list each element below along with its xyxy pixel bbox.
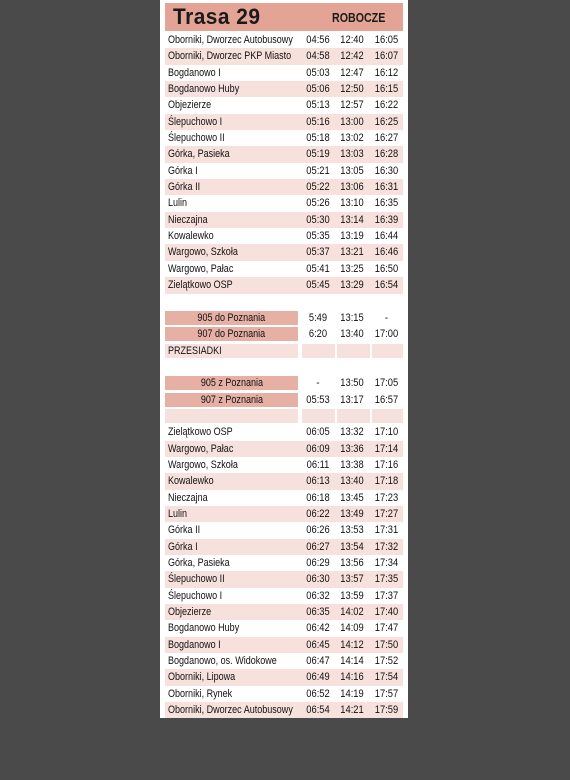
stop-name: Objezierze (168, 99, 212, 112)
departure-time: 13:05 (340, 164, 364, 177)
departure-time: 13:14 (340, 213, 364, 226)
departure-time: 05:26 (306, 197, 330, 210)
transfers-row (165, 343, 403, 359)
empty-cell (337, 409, 370, 423)
departure-time: 17:16 (374, 458, 399, 471)
empty-cell (302, 344, 335, 358)
stop-name: Oborniki, Dworzec Autobusowy (168, 704, 293, 717)
departure-time: 17:40 (374, 606, 399, 619)
empty-cell (337, 344, 370, 358)
departure-time: 05:21 (306, 164, 330, 177)
departure-time: 06:29 (306, 557, 330, 569)
departure-time: 13:25 (340, 262, 364, 275)
timetable-row (165, 277, 403, 293)
timetable-row (165, 228, 403, 244)
timetable-row (165, 571, 403, 587)
departure-time: 06:22 (306, 507, 330, 520)
timetable-row (165, 244, 403, 260)
departure-time: 05:45 (306, 279, 330, 292)
departure-time: 06:09 (306, 442, 330, 455)
connection-time: 13:50 (340, 377, 364, 390)
stop-name: Objezierze (168, 606, 212, 619)
timetable-row (165, 114, 403, 130)
timetable-row (165, 195, 403, 211)
timetable-row (165, 65, 403, 81)
departure-time: 17:10 (374, 426, 399, 439)
departure-time: 06:27 (306, 540, 330, 553)
stop-name: Zielątkowo OSP (168, 426, 233, 439)
departure-time: 05:22 (306, 181, 330, 194)
departure-time: 06:49 (306, 671, 330, 684)
departure-time: 13:45 (340, 491, 364, 504)
departure-time: 13:49 (340, 507, 364, 520)
timetable-row (165, 130, 403, 146)
departure-time: 12:50 (340, 83, 364, 96)
departure-time: 06:47 (306, 655, 330, 668)
departure-time: 05:41 (306, 262, 330, 275)
stop-name: Kowalewko (168, 475, 214, 488)
departure-time: 13:38 (340, 458, 364, 471)
connection-time: 13:17 (340, 393, 364, 406)
departure-time: 16:35 (374, 197, 399, 210)
departure-time: 13:53 (340, 524, 364, 537)
transfers-label: PRZESIADKI (168, 344, 222, 357)
departure-time: 17:52 (374, 655, 399, 668)
departure-time: 05:37 (306, 246, 330, 259)
departure-time: 14:16 (340, 671, 364, 684)
timetable-row (165, 163, 403, 179)
stop-name: Górka I (168, 164, 198, 177)
departure-time: 05:06 (306, 83, 330, 96)
timetable-row (165, 669, 403, 685)
departure-time: 06:32 (306, 589, 330, 602)
departure-time: 16:39 (374, 213, 399, 226)
connection-row (165, 375, 403, 391)
departure-time: 16:15 (374, 83, 399, 96)
departure-time: 13:02 (340, 132, 364, 145)
departure-time: 13:56 (340, 557, 364, 569)
timetable-sheet (160, 0, 408, 718)
departure-time: 14:21 (340, 704, 364, 717)
stop-name: Oborniki, Rynek (168, 687, 233, 700)
timetable-row (165, 637, 403, 653)
stop-name: Wargowo, Szkoła (168, 458, 238, 471)
departure-time: 14:12 (340, 638, 364, 651)
departure-time: 12:40 (340, 34, 364, 46)
connection-name: 907 do Poznania (197, 328, 266, 341)
connection-time: 13:40 (340, 328, 364, 341)
departure-time: 13:03 (340, 148, 364, 161)
timetable-row (165, 522, 403, 538)
stop-name: Górka II (168, 524, 201, 537)
timetable-row (165, 261, 403, 277)
departure-time: 13:19 (340, 230, 364, 243)
stop-name: Górka I (168, 540, 198, 553)
spacer-row (165, 359, 403, 375)
timetable-header (165, 3, 403, 31)
departure-time: 13:10 (340, 197, 364, 210)
departure-time: 17:18 (374, 475, 399, 488)
departure-time: 06:42 (306, 622, 330, 635)
departure-time: 06:13 (306, 475, 330, 488)
connection-time: 17:00 (374, 328, 399, 341)
departure-time: 14:02 (340, 606, 364, 619)
departure-time: 05:30 (306, 213, 330, 226)
departure-time: 14:14 (340, 655, 364, 668)
connection-label (165, 311, 298, 325)
timetable-row (165, 686, 403, 702)
departure-time: 13:40 (340, 475, 364, 488)
departure-time: 17:32 (374, 540, 399, 553)
departure-time: 13:32 (340, 426, 364, 439)
timetable-row (165, 457, 403, 473)
connection-name: 907 z Poznania (200, 393, 263, 406)
timetable-row (165, 555, 403, 571)
timetable-row (165, 146, 403, 162)
connection-time: - (316, 377, 320, 390)
timetable-row (165, 490, 403, 506)
connection-time: 05:53 (306, 393, 330, 406)
departure-time: 05:35 (306, 230, 330, 243)
departure-time: 13:00 (340, 115, 364, 128)
departure-time: 16:30 (374, 164, 399, 177)
departure-time: 04:56 (306, 34, 330, 46)
stop-name: Bogdanowo Huby (168, 622, 240, 635)
connection-name: 905 z Poznania (200, 377, 263, 390)
timetable-grid (165, 32, 403, 718)
departure-time: 12:47 (340, 66, 364, 79)
timetable-row (165, 539, 403, 555)
departure-time: 13:57 (340, 573, 364, 586)
departure-time: 06:54 (306, 704, 330, 717)
connection-time: 16:57 (374, 393, 399, 406)
connection-time: 17:05 (374, 377, 399, 390)
departure-time: 16:22 (374, 99, 399, 112)
timetable-row (165, 81, 403, 97)
connection-label (165, 327, 298, 341)
departure-time: 06:18 (306, 491, 330, 504)
timetable-row (165, 588, 403, 604)
connection-time: 5:49 (308, 311, 328, 324)
empty-row (165, 408, 403, 424)
stop-name: Lulin (168, 507, 188, 520)
departure-time: 13:06 (340, 181, 364, 194)
connection-time: 6:20 (308, 328, 328, 341)
departure-time: 17:59 (374, 704, 399, 717)
departure-time: 16:27 (374, 132, 399, 145)
departure-time: 17:34 (374, 557, 399, 569)
departure-time: 06:52 (306, 687, 330, 700)
stop-name: Lulin (168, 197, 188, 210)
stop-name: Ślepuchowo II (168, 573, 225, 586)
departure-time: 05:16 (306, 115, 330, 128)
spacer-row (165, 294, 403, 310)
departure-time: 17:27 (374, 507, 399, 520)
departure-time: 14:19 (340, 687, 364, 700)
stop-name: Górka, Pasieka (168, 148, 230, 161)
timetable-row (165, 473, 403, 489)
departure-time: 17:35 (374, 573, 399, 586)
departure-time: 04:58 (306, 50, 330, 63)
departure-time: 06:26 (306, 524, 330, 537)
stop-name: Bogdanowo I (168, 66, 221, 79)
departure-time: 17:47 (374, 622, 399, 635)
timetable-row (165, 506, 403, 522)
departure-time: 16:07 (374, 50, 399, 63)
connection-name: 905 do Poznania (197, 311, 266, 324)
departure-time: 17:31 (374, 524, 399, 537)
stop-name: Nieczajna (168, 213, 208, 226)
departure-time: 17:54 (374, 671, 399, 684)
stop-name: Górka II (168, 181, 201, 194)
stop-name: Wargowo, Pałac (168, 442, 234, 455)
timetable-row (165, 97, 403, 113)
stop-name: Wargowo, Szkoła (168, 246, 238, 259)
departure-time: 17:57 (374, 687, 399, 700)
stop-name: Ślepuchowo I (168, 115, 223, 128)
day-type-label: ROBOCZE (332, 10, 386, 25)
empty-cell (372, 344, 403, 358)
departure-time: 05:18 (306, 132, 330, 145)
timetable-row (165, 604, 403, 620)
stop-name: Bogdanowo, os. Widokowe (168, 655, 277, 668)
timetable-row (165, 32, 403, 48)
stop-name: Oborniki, Lipowa (168, 671, 236, 684)
empty-cell (372, 409, 403, 423)
stop-name: Oborniki, Dworzec Autobusowy (168, 34, 293, 46)
timetable-row (165, 653, 403, 669)
stop-name: Ślepuchowo II (168, 132, 225, 145)
empty-cell (302, 409, 335, 423)
route-title: Trasa 29 (173, 4, 261, 29)
departure-time: 17:37 (374, 589, 399, 602)
connection-row (165, 326, 403, 342)
departure-time: 16:44 (374, 230, 399, 243)
timetable-row (165, 48, 403, 64)
departure-time: 05:03 (306, 66, 330, 79)
departure-time: 13:36 (340, 442, 364, 455)
departure-time: 16:31 (374, 181, 399, 194)
departure-time: 16:50 (374, 262, 399, 275)
departure-time: 17:50 (374, 638, 399, 651)
departure-time: 14:09 (340, 622, 364, 635)
departure-time: 06:35 (306, 606, 330, 619)
departure-time: 06:45 (306, 638, 330, 651)
departure-time: 13:21 (340, 246, 364, 259)
departure-time: 06:30 (306, 573, 330, 586)
timetable-row (165, 620, 403, 636)
stop-name: Górka, Pasieka (168, 557, 230, 569)
departure-time: 05:13 (306, 99, 330, 112)
departure-time: 16:54 (374, 279, 399, 292)
timetable-row (165, 212, 403, 228)
timetable-row (165, 702, 403, 718)
departure-time: 16:25 (374, 115, 399, 128)
connection-label (165, 393, 298, 407)
departure-time: 16:05 (374, 34, 399, 46)
departure-time: 06:11 (306, 458, 330, 471)
departure-time: 13:59 (340, 589, 364, 602)
stop-name: Bogdanowo I (168, 638, 221, 651)
timetable-row (165, 441, 403, 457)
connection-row (165, 392, 403, 408)
stop-name: Ślepuchowo I (168, 589, 223, 602)
departure-time: 13:54 (340, 540, 364, 553)
departure-time: 16:12 (374, 66, 399, 79)
departure-time: 12:42 (340, 50, 364, 63)
timetable-row (165, 424, 403, 440)
stop-name: Oborniki, Dworzec PKP Miasto (168, 50, 292, 63)
departure-time: 16:46 (374, 246, 399, 259)
connection-row (165, 310, 403, 326)
stop-name: Wargowo, Pałac (168, 262, 234, 275)
connection-time: - (384, 311, 389, 324)
connection-label (165, 376, 298, 390)
empty-cell (165, 409, 298, 423)
departure-time: 12:57 (340, 99, 364, 112)
departure-time: 16:28 (374, 148, 399, 161)
stop-name: Nieczajna (168, 491, 208, 504)
departure-time: 17:23 (374, 491, 399, 504)
departure-time: 13:29 (340, 279, 364, 292)
connection-time: 13:15 (340, 311, 364, 324)
departure-time: 05:19 (306, 148, 330, 161)
stop-name: Zielątkowo OSP (168, 279, 233, 292)
departure-time: 17:14 (374, 442, 399, 455)
stop-name: Bogdanowo Huby (168, 83, 240, 96)
departure-time: 06:05 (306, 426, 330, 439)
stop-name: Kowalewko (168, 230, 214, 243)
timetable-row (165, 179, 403, 195)
